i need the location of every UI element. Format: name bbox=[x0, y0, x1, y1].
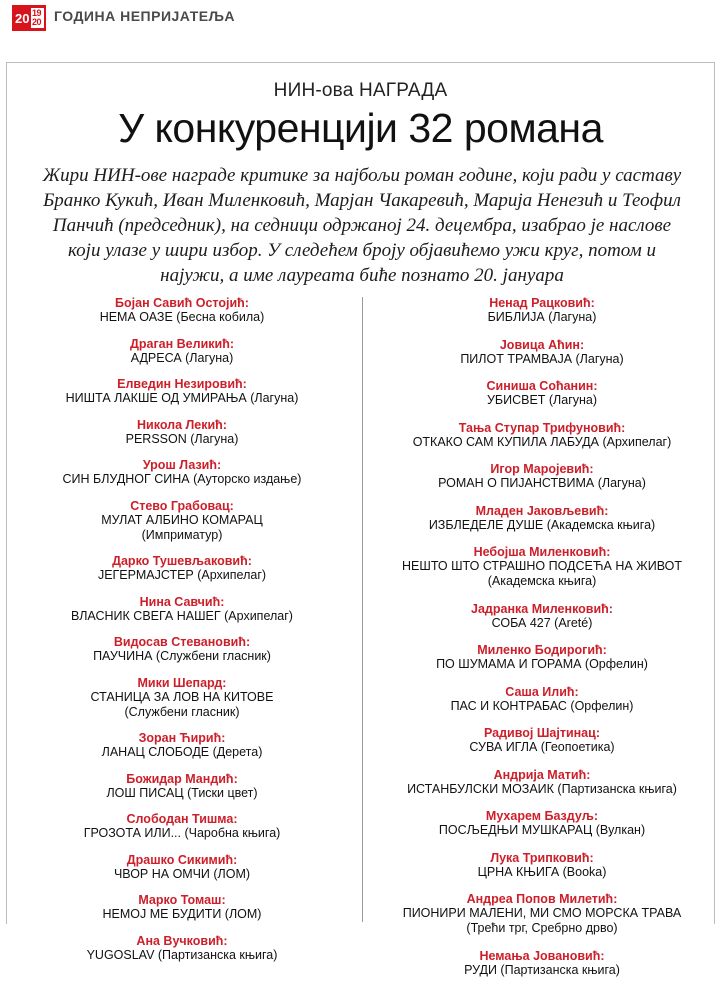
nominee-entry bbox=[32, 595, 332, 624]
nominee-author: Лука Трипковић: bbox=[490, 850, 594, 865]
nominee-title: ВЛАСНИК СВЕГА НАШЕГ (Архипелаг) bbox=[71, 608, 293, 623]
page-header bbox=[0, 0, 721, 36]
nominee-entry bbox=[32, 812, 332, 841]
nominee-author: Миленко Бодирогић: bbox=[477, 643, 607, 657]
nominee-author: Јовица Аћин: bbox=[499, 337, 585, 352]
nominee-entry bbox=[32, 418, 332, 447]
logo-bottom-digits: 20 bbox=[32, 17, 42, 27]
nominee-entry bbox=[32, 499, 332, 543]
nominee-author: Тања Ступар Трифуновић: bbox=[458, 420, 626, 435]
nominee-title: ПИОНИРИ МАЛЕНИ, МИ СМО МОРСКА ТРАВА bbox=[402, 906, 682, 920]
nominee-title: ПОСЉЕДЊИ МУШКАРАЦ (Вулкан) bbox=[438, 823, 646, 837]
year-logo bbox=[12, 5, 46, 31]
nominee-title: НЕМА ОАЗЕ (Бесна кобила) bbox=[99, 310, 265, 324]
nominee-title: РОМАН О ПИЈАНСТВИМА (Лагуна) bbox=[438, 476, 646, 490]
nominee-author: Зоран Ћирић: bbox=[138, 731, 226, 745]
left-column bbox=[32, 296, 332, 974]
nominee-author: Радивој Шајтинац: bbox=[484, 726, 600, 740]
nominee-title: PERSSON (Лагуна) bbox=[125, 431, 239, 446]
nominee-entry bbox=[372, 462, 712, 491]
nominee-entry bbox=[32, 296, 332, 325]
nominee-title: РУДИ (Партизанска књига) bbox=[464, 962, 620, 977]
nominee-author: Нина Савчић: bbox=[139, 594, 225, 609]
nominee-author: Никола Лекић: bbox=[137, 417, 227, 432]
nominee-title: (Трећи трг, Сребрно дрво) bbox=[466, 921, 618, 935]
nominee-title: СТАНИЦА ЗА ЛОВ НА КИТОВЕ bbox=[90, 689, 274, 704]
nominee-author: Марко Томаш: bbox=[138, 893, 226, 907]
nominee-title: МУЛАТ АЛБИНО КОМАРАЦ bbox=[101, 512, 263, 527]
nominee-entry bbox=[372, 296, 712, 325]
logo-main-digits: 20 bbox=[15, 11, 30, 26]
nominee-author: Синиша Соћанин: bbox=[486, 379, 598, 393]
nominee-author: Андрија Матић: bbox=[493, 767, 591, 782]
nominee-title: ЦРНА КЊИГА (Booka) bbox=[477, 864, 607, 879]
nominee-entry bbox=[372, 504, 712, 533]
nominee-author: Елведин Незировић: bbox=[117, 377, 247, 391]
nominee-title: ПАС И КОНТРАБАС (Орфелин) bbox=[450, 698, 634, 713]
nominee-entry bbox=[372, 545, 712, 589]
nominee-author: Ненад Рацковић: bbox=[489, 296, 595, 310]
nominee-title: СОБА 427 (Areté) bbox=[491, 615, 593, 630]
nominee-author: Божидар Мандић: bbox=[126, 771, 238, 786]
nominee-author: Стево Грабовац: bbox=[130, 498, 234, 513]
nominee-author: Саша Илић: bbox=[505, 684, 579, 699]
nominee-entry bbox=[372, 949, 712, 978]
nominee-entry bbox=[32, 554, 332, 583]
nominee-title: СУВА ИГЛА (Геопоетика) bbox=[469, 740, 615, 754]
nominee-entry bbox=[32, 458, 332, 487]
nominee-author: Драган Великић: bbox=[129, 336, 235, 351]
nominee-title: ЈЕГЕРМАЈСТЕР (Архипелаг) bbox=[97, 568, 267, 582]
nominee-author: Младен Јаковљевић: bbox=[475, 503, 609, 518]
nominee-title: НЕШТО ШТО СТРАШНО ПОДСЕЋА НА ЖИВОТ bbox=[402, 559, 682, 573]
nominee-title: ИСТАНБУЛСКИ МОЗАИК (Партизанска књига) bbox=[407, 781, 677, 796]
nominee-title: ОТКАКО САМ КУПИЛА ЛАБУДА (Архипелаг) bbox=[412, 434, 672, 449]
section-label: ГОДИНА НЕПРИЈАТЕЉА bbox=[54, 8, 236, 24]
nominee-author: Јадранка Миленковић: bbox=[471, 601, 613, 616]
nominee-entry bbox=[32, 731, 332, 760]
nominee-title: НЕМОЈ МЕ БУДИТИ (ЛОМ) bbox=[102, 907, 262, 921]
nominee-title: ЧВОР НА ОМЧИ (ЛОМ) bbox=[113, 866, 251, 881]
nominee-entry bbox=[32, 377, 332, 406]
nominee-entry bbox=[32, 772, 332, 801]
nominee-entry bbox=[32, 337, 332, 366]
nominee-entry bbox=[32, 893, 332, 922]
nominee-entry bbox=[32, 934, 332, 963]
nominee-entry bbox=[32, 676, 332, 720]
nominee-title: ПО ШУМАМА И ГОРАМА (Орфелин) bbox=[436, 657, 648, 671]
nominee-author: Мики Шепард: bbox=[137, 675, 227, 690]
nominee-title: ГРОЗОТА ИЛИ... (Чаробна књига) bbox=[83, 826, 281, 840]
nominee-title: ЛОШ ПИСАЦ (Тиски цвет) bbox=[106, 785, 258, 800]
nominee-author: Слободан Тишма: bbox=[126, 812, 238, 826]
logo-top-digits: 19 bbox=[32, 8, 42, 18]
nominee-author: Урош Лазић: bbox=[142, 458, 222, 472]
nominee-author: Дарко Тушевљаковић: bbox=[112, 554, 252, 568]
nominee-entry bbox=[372, 338, 712, 367]
logo-year-box bbox=[31, 8, 44, 28]
column-divider bbox=[362, 297, 363, 922]
nominee-title: (Имприматур) bbox=[141, 527, 223, 542]
nominee-entry bbox=[372, 379, 712, 408]
nominee-title: БИБЛИЈА (Лагуна) bbox=[487, 310, 597, 324]
nominee-title: НИШТА ЛАКШЕ ОД УМИРАЊА (Лагуна) bbox=[65, 391, 299, 405]
nominee-title: YUGOSLAV (Партизанска књига) bbox=[86, 947, 278, 962]
article-kicker: НИН-ова НАГРАДА bbox=[273, 80, 448, 101]
nominee-entry bbox=[372, 726, 712, 755]
nominee-author: Ана Вучковић: bbox=[136, 933, 228, 948]
article-title: У конкуренцији 32 романа bbox=[118, 105, 603, 151]
nominee-entry bbox=[372, 892, 712, 936]
nominee-title: ЛАНАЦ СЛОБОДЕ (Дерета) bbox=[101, 745, 263, 759]
nominee-entry bbox=[372, 685, 712, 714]
nominee-entry bbox=[372, 809, 712, 838]
article-lead: Жири НИН-ове награде критике за најбољи роман године, који ради у саставу Бранко Кукић, Иван Миленковић, Марјан Чакаревић, Марија Ненезић и Теофил Панчић (председник), на седници одржаној 24. децембра, изабрао је наслове који улазе у шири избор. У следећем броју објавићемо ужи круг, потом и најужи, а име лауреата биће познато 20. јануара bbox=[42, 165, 682, 286]
nominee-author: Мухарем Баздуљ: bbox=[485, 809, 599, 823]
nominee-author: Андреа Попов Милетић: bbox=[466, 892, 618, 906]
nominee-author: Немања Јовановић: bbox=[479, 948, 605, 963]
nominee-entry bbox=[32, 853, 332, 882]
nominee-entry bbox=[372, 643, 712, 672]
nominee-title: ПАУЧИНА (Службени гласник) bbox=[93, 649, 271, 663]
right-column bbox=[372, 296, 712, 990]
nominee-title: АДРЕСА (Лагуна) bbox=[130, 350, 234, 365]
nominee-author: Бојан Савић Остојић: bbox=[115, 296, 249, 310]
nominee-author: Драшко Сикимић: bbox=[126, 852, 238, 867]
nominee-entry bbox=[372, 602, 712, 631]
nominee-entry bbox=[32, 635, 332, 664]
nominee-entry bbox=[372, 851, 712, 880]
nominee-title: ПИЛОТ ТРАМВАЈА (Лагуна) bbox=[460, 351, 624, 366]
nominee-title: УБИСВЕТ (Лагуна) bbox=[486, 393, 598, 407]
nominee-entry bbox=[372, 768, 712, 797]
nominee-author: Небојша Миленковић: bbox=[473, 545, 611, 559]
nominee-title: СИН БЛУДНОГ СИНА (Ауторско издање) bbox=[62, 472, 302, 486]
nominee-entry bbox=[372, 421, 712, 450]
nominee-author: Игор Маројевић: bbox=[490, 462, 594, 476]
nominee-title: (Академска књига) bbox=[487, 574, 597, 588]
nominee-title: ИЗБЛЕДЕЛЕ ДУШЕ (Академска књига) bbox=[428, 517, 656, 532]
nominee-title: (Службени гласник) bbox=[124, 704, 240, 719]
nominee-author: Видосав Стевановић: bbox=[113, 635, 251, 649]
